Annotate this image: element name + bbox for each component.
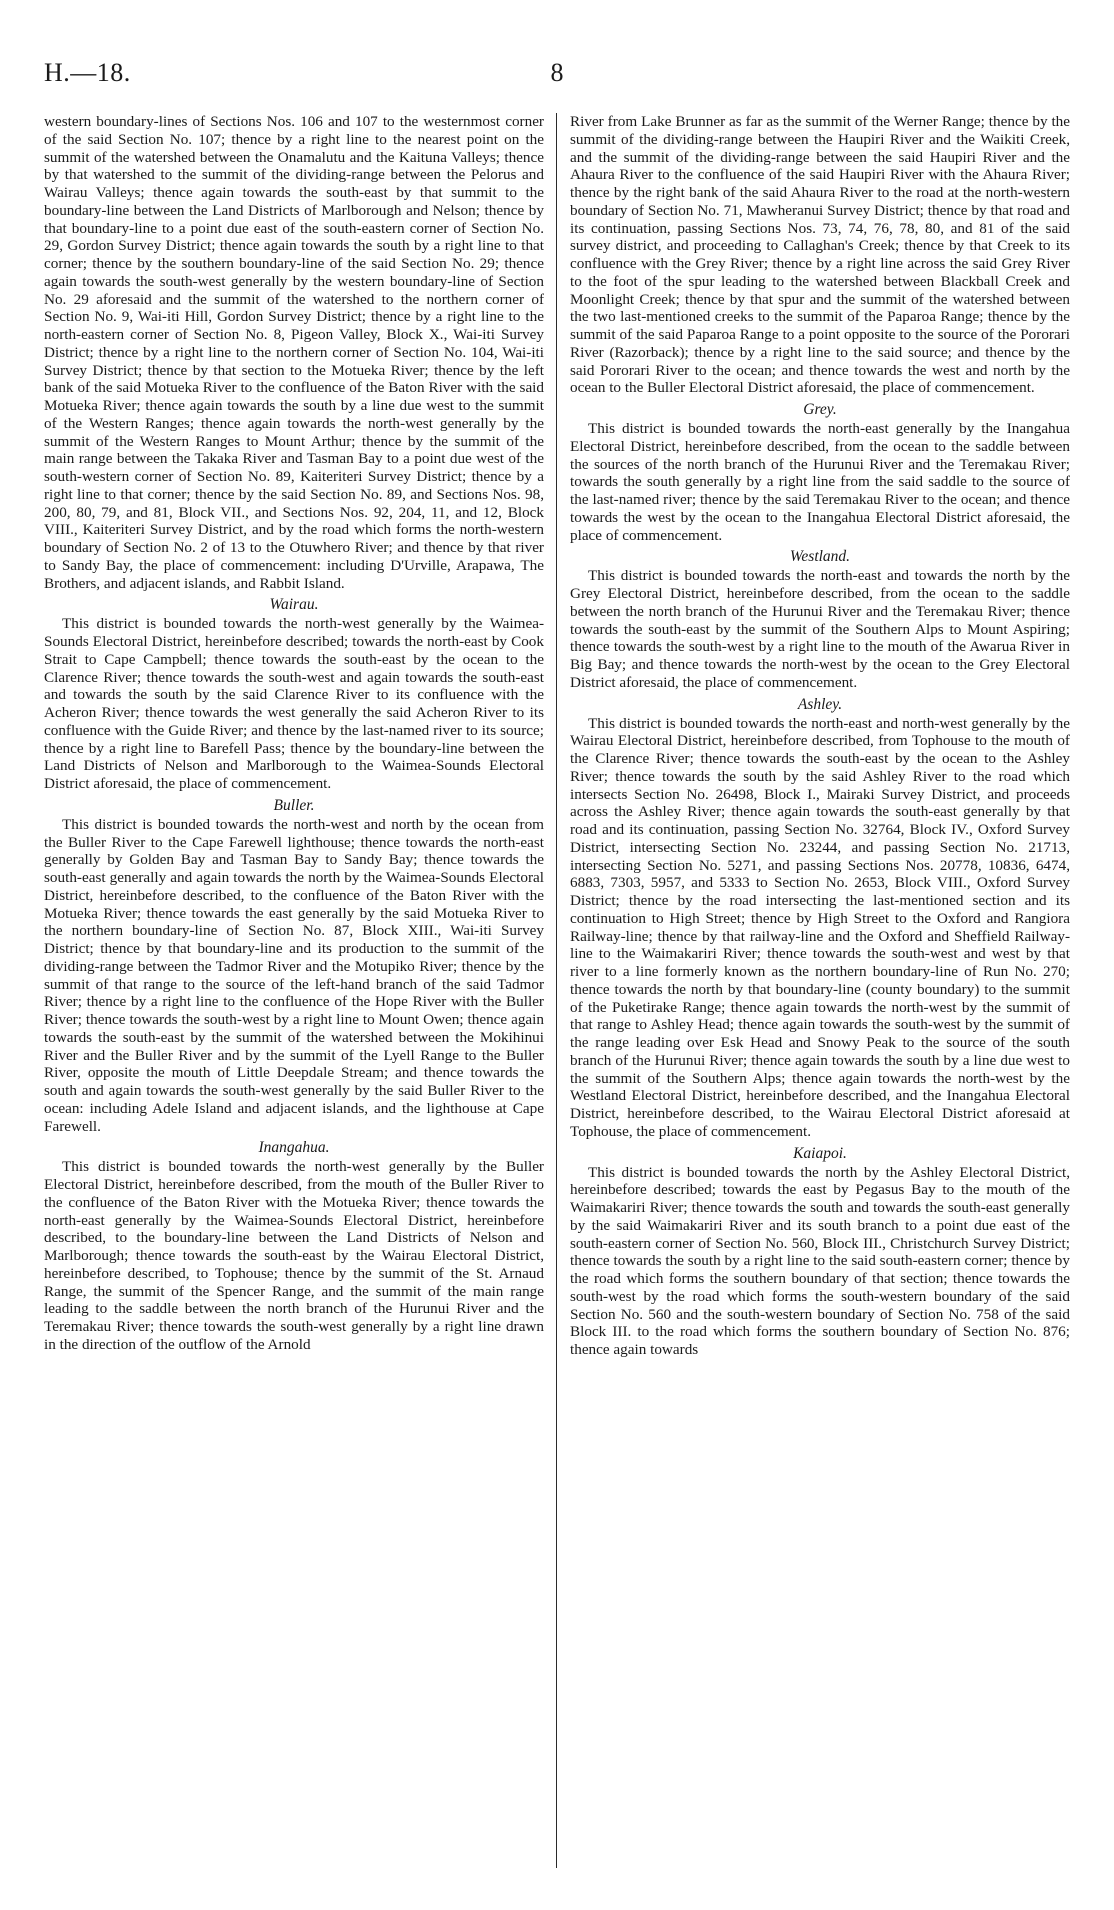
heading-inangahua: Inangahua. [258, 1139, 330, 1157]
heading-grey: Grey. [803, 401, 837, 418]
paragraph-wairau: This district is bounded towards the north-west generally by the Waimea-Sounds Electoral District, hereinbefore described; towards the north-east by Cook Strait to Cape Campbell; thence towards the south-east by the ocean to the Clarence River; thence towards the south-west and again towards the south-east and towards the south by the said Clarence River to its confluence with the Acheron River; thence towards the west generally the said Acheron River to its confluence with the Guide River; and thence by the last-named river to its source; thence by a right line to Barefell Pass; thence by the boundary-line between the Land Districts of Nelson and Marlborough to the Waimea-Sounds Electoral District aforesaid, the place of commencement. [44, 615, 544, 792]
heading-westland: Westland. [789, 548, 851, 566]
paragraph-westland: This district is bounded towards the north-east and towards the north by the Grey Electoral District, hereinbefore described, from the ocean to the saddle between the north branch of the Hurunui River and the Teremakau River; thence towards the south-east by the summit of the Southern Alps to Mount Aspiring; thence towards the south-west by a right line to the mouth of the Awarua River in Big Bay; and thence towards the north-west by the ocean to the Grey Electoral District aforesaid, the place of commencement. [570, 567, 1070, 691]
column-divider [556, 113, 557, 1868]
continued-paragraph: River from Lake Brunner as far as the summit of the Werner Range; thence by the summit of the dividing-range between the Haupiri River and the Waikiti Creek, and the summit of the dividing-range between the said Haupiri River and the Ahaura River to the confluence of the said Haupiri River with the Ahaura River; thence by the right bank of the said Ahaura River to the road at the north-western boundary of Section No. 71, Mawheranui Survey District; thence by that road and its continuation, passing Sections Nos. 73, 74, 76, 78, 80, and 81 of the said survey district, and proceeding to Callaghan's Creek; thence by that Creek to its confluence with the Grey River; thence by a right line across the said Grey River to the foot of the spur leading to the watershed between Blackball Creek and Moonlight Creek; thence by that spur and the summit of the watershed between the two last-mentioned creeks to the summit of the Paparoa Range; thence by the summit of the said Paparoa Range to a point opposite to the source of the Pororari River (Razorback); thence by a right line to the said source; and thence by the said Pororari River to the ocean; and thence towards the west and north by the ocean to the Buller Electoral District aforesaid, the place of commencement. [570, 113, 1070, 397]
heading-kaiapoi: Kaiapoi. [793, 1144, 847, 1162]
text-columns [44, 113, 1070, 1868]
left-column [44, 113, 544, 1868]
heading-buller: Buller. [273, 796, 315, 814]
page-header [44, 58, 1070, 98]
paragraph-grey: This district is bounded towards the north-east generally by the Inangahua Electoral District, hereinbefore described, from the ocean to the saddle between the sources of the north branch of the Hurunui River and the Teremakau River; towards the south generally by a right line from the said saddle to the source of the last-named river; thence by the said Teremakau River to the ocean; and thence towards the west by the ocean to the Inangahua Electoral District aforesaid, the place of commencement. [570, 420, 1070, 544]
continued-paragraph: western boundary-lines of Sections Nos. 106 and 107 to the westernmost corner of the said Section No. 107; thence by a right line to the nearest point on the summit of the watershed between the Onamalutu and the Kaituna Valleys; thence by that watershed to the summit of the dividing-range between the Pelorus and Wairau Valleys; thence again towards the south-east by that summit to the boundary-line between the Land Districts of Marlborough and Nelson; thence by that boundary-line to a point due east of the south-eastern corner of Section No. 29, Gordon Survey District; thence again towards the south by a right line to that corner; thence by the southern boundary-line of the said Section No. 29; thence again towards the south-west generally by the western boundary-line of Section No. 29 aforesaid and the summit of the watershed to the northern corner of Section No. 9, Wai-iti Hill, Gordon Survey District; thence by a right line to the north-eastern corner of Section No. 8, Pigeon Valley, Block X., Wai-iti Survey District; thence by a right line to the northern corner of Section No. 104, Wai-iti Survey District; thence by that section to the Motueka River; thence by the left bank of the said Motueka River to the confluence of the Baton River with the said Motueka River; thence again towards the south by a line due west to the summit of the Western Ranges; thence again towards the north-west generally by the summit of the Western Ranges to Mount Arthur; thence by the summit of the main range between the Takaka River and Tasman Bay to a point due west of the south-western corner of Section No. 89, Kaiteriteri Survey District; thence by a right line to that corner; thence by the said Section No. 89, and Sections Nos. 98, 200, 80, 79, and 81, Block VII., and Sections Nos. 92, 204, 11, and 12, Block VIII., Kaiteriteri Survey District, and by the road which forms the north-western boundary of Section No. 2 of 13 to the Otuwhero River; and thence by that river to Sandy Bay, the place of commencement: including D'Urville, Arapawa, The Brothers, and adjacent islands, and Rabbit Island. [44, 113, 544, 592]
right-column [570, 113, 1070, 1868]
paragraph-ashley: This district is bounded towards the north-east and north-west generally by the Wairau Electoral District, hereinbefore described, from Tophouse to the mouth of the Clarence River; thence towards the south-east by the ocean to the Ashley River; thence towards the south by the said Ashley River to the road which intersects Section No. 26498, Block I., Mairaki Survey District, and proceeds across the Ashley River; thence again towards the south-east generally by that road and its continuation, passing Section No. 32764, Block IV., Oxford Survey District, intersecting Section No. 23244, and passing Section No. 21713, intersecting Section No. 5271, and passing Sections Nos. 20778, 10836, 6474, 6883, 7303, 5957, and 5333 to Section No. 2653, Block VIII., Oxford Survey District; thence by the road intersecting the last-mentioned section and its continuation to High Street; thence by High Street to the Oxford and Rangiora Railway-line; thence by that railway-line and the Oxford and Sheffield Railway-line to the Waimakariri River; thence towards the south-west and west by that river to a line formerly known as the northern boundary-line of Run No. 270; thence towards the north by that boundary-line (county boundary) to the summit of the Puketirake Range; thence again towards the north-west by the summit of that range to Ashley Head; thence again towards the south-west by the summit of the range leading over Esk Head and Snowy Peak to the source of the south branch of the Hurunui River; thence again towards the south by a line due west to the summit of the Southern Alps; thence again towards the north-west by the Westland Electoral District, hereinbefore described, and the Inangahua Electoral District, hereinbefore described, to the Wairau Electoral District aforesaid at Tophouse, the place of commencement. [570, 714, 1070, 1140]
heading-wairau: Wairau. [269, 596, 319, 614]
paragraph-inangahua: This district is bounded towards the north-west generally by the Buller Electoral District, hereinbefore described, from the mouth of the Buller River to the confluence of the Baton River with the Motueka River; thence towards the north-east generally by the Waimea-Sounds Electoral District, hereinbefore described, to the boundary-line between the Land Districts of Nelson and Marlborough; thence towards the south-east by the Wairau Electoral District, hereinbefore described, to Tophouse; thence by the summit of the St. Arnaud Range, the summit of the Spencer Range, and the summit of the main range leading to the saddle between the north branch of the Hurunui River and the Teremakau River; thence towards the south-west generally by a right line drawn in the direction of the outflow of the Arnold [44, 1158, 544, 1353]
paragraph-buller: This district is bounded towards the north-west and north by the ocean from the Buller River to the Cape Farewell lighthouse; thence towards the north-east generally by Golden Bay and Tasman Bay to Sandy Bay; thence towards the south-east generally and again towards the north by the Waimea-Sounds Electoral District, hereinbefore described, to the confluence of the Baton River with the Motueka River; thence towards the east generally by the said Motueka River to the northern boundary-line of Section No. 87, Block XIII., Wai-iti Survey District; thence by that boundary-line and its production to the summit of the dividing-range between the Tadmor River and the Motupiko River; thence by the summit of that range to the source of the left-hand branch of the said Tadmor River; thence by a right line to the confluence of the Hope River with the Buller River; thence towards the south-west by a right line to Mount Owen; thence again towards the south-east by the summit of the watershed between the Mokihinui River and the Buller River and by the summit of the Lyell Range to the Buller River, opposite the mouth of Little Deepdale Stream; and thence towards the south and again towards the south-west generally by the said Buller River to the ocean: including Adele Island and adjacent islands, and the lighthouse at Cape Farewell. [44, 815, 544, 1135]
document-code: H.—18. [44, 58, 131, 87]
page-number: 8 [550, 58, 564, 87]
paragraph-kaiapoi: This district is bounded towards the north by the Ashley Electoral District, hereinbefore described; towards the east by Pegasus Bay to the mouth of the Waimakariri River; thence towards the south and towards the south-east generally by the said Waimakariri River and its south branch to a point due east of the south-eastern corner of Section No. 560, Block III., Christchurch Survey District; thence towards the south by a right line to the said south-eastern corner; thence by the road which forms the southern boundary of that section; thence towards the south-west by the road which forms the south-western boundary of the said Section No. 560 and the south-western boundary of Section No. 758 of the said Block III. to the road which forms the southern boundary of Section No. 876; thence again towards [570, 1163, 1070, 1358]
heading-ashley: Ashley. [797, 695, 843, 713]
